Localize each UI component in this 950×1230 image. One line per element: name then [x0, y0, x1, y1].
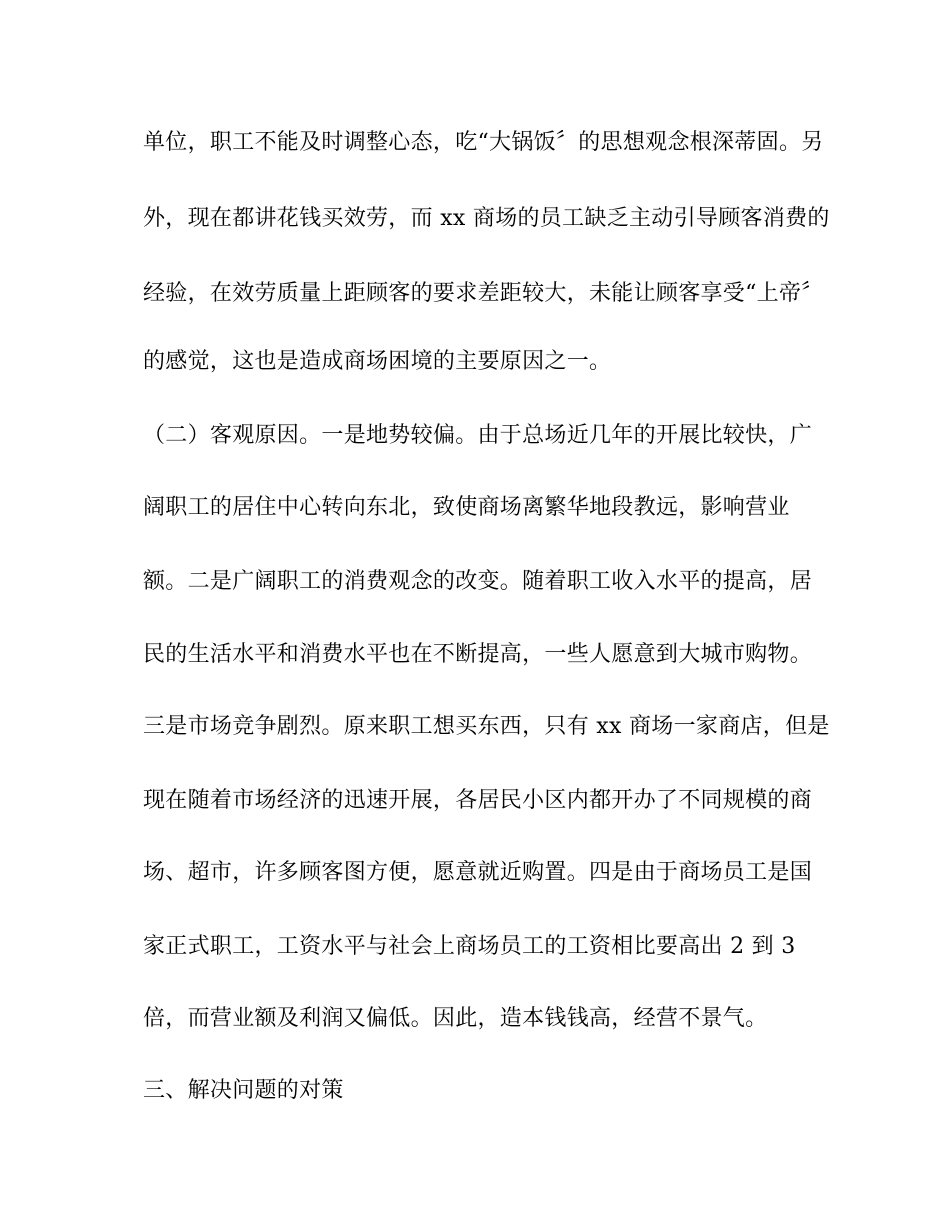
- text-line-4: 的感觉，这也是造成商场困境的主要原因之一。: [143, 349, 612, 374]
- text-line-13: 倍，而营业额及利润又偏低。因此，造本钱钱高，经营不景气。: [143, 1006, 768, 1031]
- text-line-12: 家正式职工，工资水平与社会上商场员工的工资相比要高出 2 到 3: [143, 934, 796, 959]
- text-line-8: 民的生活水平和消费水平也在不断提高，一些人愿意到大城市购物。: [143, 642, 813, 667]
- text-line-9: 三是市场竞争剧烈。原来职工想买东西，只有 xx 商场一家商店，但是: [143, 714, 830, 739]
- text-line-11: 场、超市，许多顾客图方便，愿意就近购置。四是由于商场员工是国: [143, 860, 813, 885]
- text-line-6: 阔职工的居住中心转向东北，致使商场离繁华地段教远，影响营业: [143, 495, 790, 520]
- text-line-10: 现在随着市场经济的迅速开展，各居民小区内都开办了不同规模的商: [143, 788, 813, 813]
- text-line-3: 经验，在效劳质量上距顾客的要求差距较大，未能让顾客享受“上帝〞: [143, 281, 824, 306]
- section-heading: 三、解决问题的对策: [143, 1078, 344, 1103]
- text-line-1: 单位，职工不能及时调整心态，吃“大锅饭〞的思想观念根深蒂固。另: [143, 130, 824, 155]
- text-line-2: 外，现在都讲花钱买效劳，而 xx 商场的员工缺乏主动引导顾客消费的: [143, 206, 830, 231]
- text-line-5: （二）客观原因。一是地势较偏。由于总场近几年的开展比较快，广: [143, 423, 813, 448]
- text-line-7: 额。二是广阔职工的消费观念的改变。随着职工收入水平的提高，居: [143, 569, 813, 594]
